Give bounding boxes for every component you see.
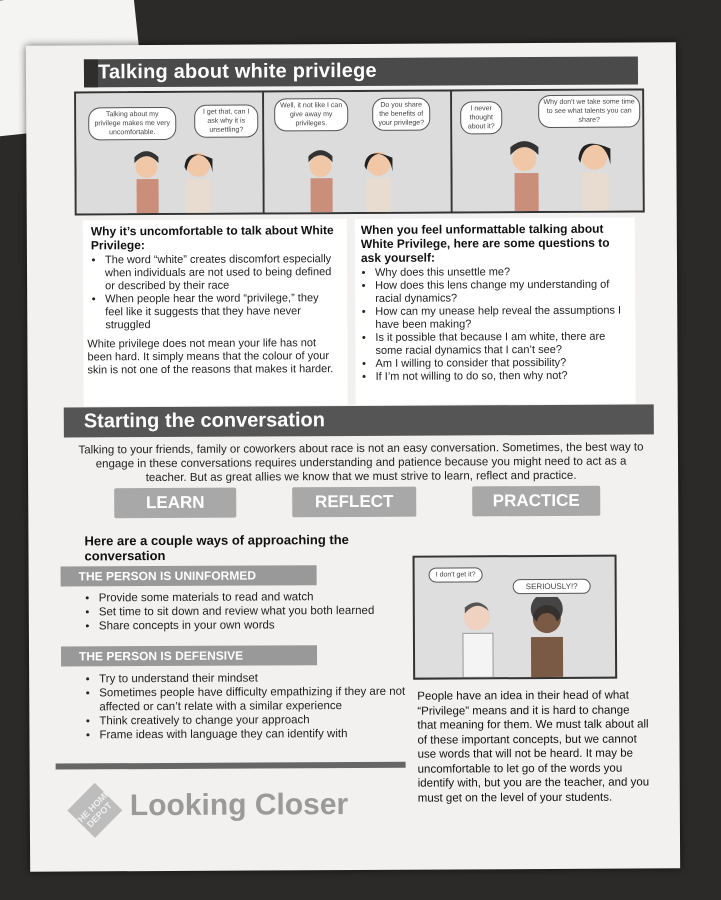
page-title: Talking about white privilege bbox=[97, 59, 377, 84]
section-intro: Talking to your friends, family or coworkers about race is not an easy conversation. Sometimes, the best way to engage in these conversations requires understanding and patience because you might need to act as a teacher. But as great allies we know that we must strive to learn, reflect and practice. bbox=[78, 441, 644, 485]
section-title: Starting the conversation bbox=[83, 409, 326, 433]
title-bar bbox=[84, 57, 638, 88]
comic-panel-3 bbox=[452, 90, 643, 211]
speech-bubble: I get that, can I ask why it is unsettling? bbox=[194, 104, 258, 137]
list-item: • Frame ideas with language they can identify with bbox=[99, 727, 419, 743]
list-item: • Why does this unsettle me? bbox=[375, 266, 629, 280]
practice-pill: PRACTICE bbox=[472, 486, 600, 517]
why-uncomfortable-title: Why it’s uncomfortable to talk about White Privilege: bbox=[90, 223, 334, 253]
speech-bubble: Why don't we take some time to see what talents you can share? bbox=[538, 94, 640, 128]
divider-rule bbox=[56, 762, 406, 770]
speech-bubble: I don't get it? bbox=[429, 567, 483, 582]
questions-title: When you feel unformattable talking about White Privilege, here are some questions to ask yourself: bbox=[360, 221, 610, 265]
questions-box bbox=[355, 218, 636, 405]
reflect-pill: REFLECT bbox=[292, 487, 416, 518]
speech-bubble: Well, it not like I can give away my privileges. bbox=[274, 98, 348, 131]
cartoon-figures bbox=[300, 148, 420, 213]
defensive-label: THE PERSON IS DEFENSIVE bbox=[79, 648, 244, 664]
cartoon-figures bbox=[126, 149, 236, 214]
white-privilege-paragraph: White privilege does not mean your life has not been hard. It simply means that the colour of your skin is not one of the reasons that makes it harder. bbox=[87, 337, 334, 377]
comic-panel-2 bbox=[264, 91, 453, 212]
learn-pill: LEARN bbox=[114, 488, 236, 519]
handout-sheet bbox=[26, 42, 680, 871]
cartoon-figures bbox=[502, 135, 632, 212]
comic-panel-1 bbox=[76, 92, 265, 213]
home-depot-logo-text: THE HOME DEPOT bbox=[72, 787, 114, 830]
list-item: • Is it possible that because I am white, there are some racial dynamics that I can’t see? bbox=[375, 331, 629, 358]
approach-heading: Here are a couple ways of approaching the conversation bbox=[84, 532, 349, 564]
speech-bubble: I never thought about it? bbox=[460, 101, 502, 134]
uninformed-label-bar bbox=[61, 565, 317, 586]
list-item: • If I’m not willing to do so, then why not? bbox=[376, 370, 630, 384]
speech-bubble: Do you share the benefits of your privilege? bbox=[372, 98, 430, 131]
speech-bubble: SERIOUSLY!? bbox=[513, 579, 591, 594]
uninformed-label: THE PERSON IS UNINFORMED bbox=[78, 568, 257, 584]
cartoon-figures bbox=[443, 597, 593, 678]
list-item: • Sometimes people have difficulty empathizing if they are not affected or can’t relate with a similar experience bbox=[99, 685, 419, 715]
list-item: • Try to understand their mindset bbox=[99, 671, 419, 687]
looking-closer-title: Looking Closer bbox=[129, 788, 349, 823]
list-item: • Think creatively to change your approach bbox=[99, 713, 419, 729]
speech-bubble: Talking about my privilege makes me very uncomfortable. bbox=[88, 107, 176, 140]
defensive-label-bar bbox=[61, 645, 317, 666]
section-bar bbox=[64, 404, 654, 437]
comic-strip bbox=[74, 88, 645, 215]
why-uncomfortable-list bbox=[83, 253, 347, 332]
list-item: • Am I willing to consider that possibility? bbox=[375, 357, 629, 371]
why-uncomfortable-box bbox=[83, 219, 348, 406]
questions-list bbox=[355, 266, 636, 384]
list-item: • Provide some materials to read and watch bbox=[99, 590, 419, 606]
defensive-list bbox=[83, 671, 419, 743]
list-item: • Set time to sit down and review what you both learned bbox=[99, 604, 419, 620]
privilege-meaning-paragraph: People have an idea in their head of what “Privilege” means and it is hard to change that meaning for them. We must talk about all of these important concepts, but we cannot use words that will not be heard. It may be uncomfortable to let go of the words you identify with, but you are the teacher, and you must get on the level of your students. bbox=[417, 689, 650, 805]
list-item: • How can my unease help reveal the assumptions I have been making? bbox=[375, 305, 629, 332]
comic-panel-dont-get-it bbox=[413, 555, 618, 680]
list-item: • How does this lens change my understanding of racial dynamics? bbox=[375, 279, 629, 306]
uninformed-list bbox=[83, 590, 419, 634]
list-item: • Share concepts in your own words bbox=[99, 618, 419, 634]
two-column-section bbox=[83, 218, 636, 409]
list-item: • The word “white” creates discomfort especially when individuals are not used to being defined or described by their race bbox=[105, 253, 339, 293]
list-item: • When people hear the word “privilege,” they feel like it suggests that they have never struggled bbox=[105, 292, 339, 332]
